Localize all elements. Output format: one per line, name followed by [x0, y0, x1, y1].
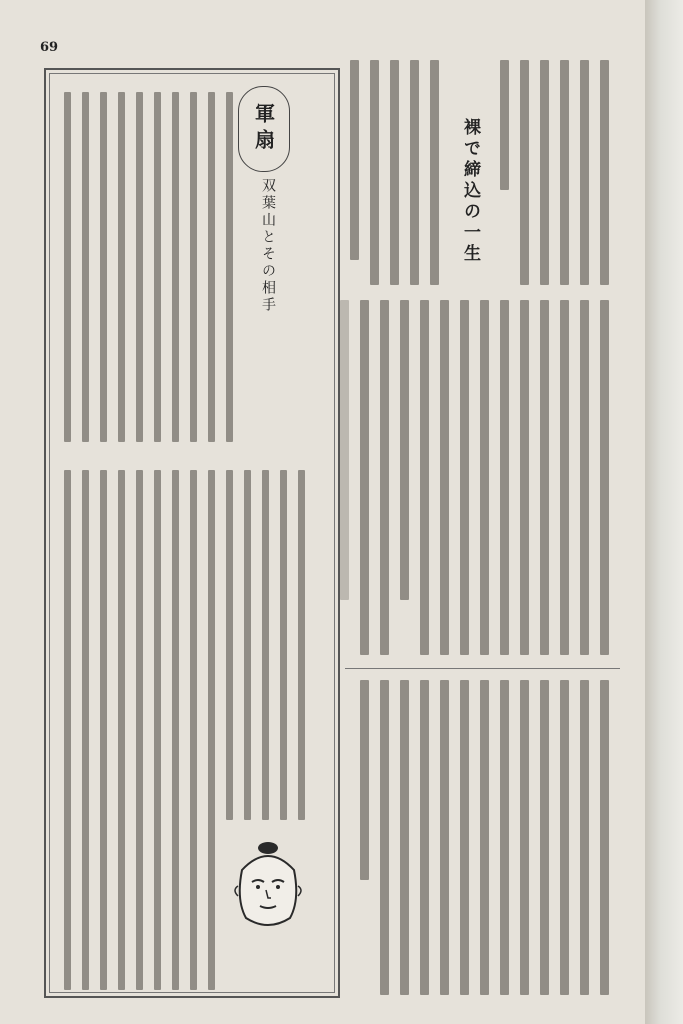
text-column — [360, 680, 369, 880]
text-column — [580, 60, 589, 285]
text-column — [460, 680, 469, 995]
text-column — [340, 300, 349, 600]
text-column — [400, 680, 409, 995]
text-column — [580, 300, 589, 655]
sidebar-text-column — [64, 92, 71, 442]
text-column — [600, 680, 609, 995]
sidebar-badge — [238, 86, 290, 172]
sidebar-text-column — [172, 470, 179, 990]
sidebar-text-column — [190, 92, 197, 442]
sidebar-text-column — [154, 92, 161, 442]
text-column — [360, 300, 369, 655]
sidebar-text-column — [136, 92, 143, 442]
text-column — [540, 60, 549, 285]
text-column — [420, 680, 429, 995]
sidebar-text-column — [136, 470, 143, 990]
text-column — [560, 60, 569, 285]
sidebar-text-column — [226, 470, 233, 820]
text-column — [560, 680, 569, 995]
sidebar-subtitle: 双葉山とその相手 — [260, 178, 276, 314]
text-column — [540, 300, 549, 655]
text-column — [410, 60, 419, 285]
sidebar-text-column — [82, 470, 89, 990]
sidebar-text-column — [208, 470, 215, 990]
article-title: 裸で締込の一生 — [460, 118, 480, 265]
text-column — [520, 680, 529, 995]
text-column — [540, 680, 549, 995]
text-column — [560, 300, 569, 655]
text-column — [480, 300, 489, 655]
text-column — [400, 300, 409, 600]
text-column — [500, 60, 509, 190]
sidebar-text-column — [118, 470, 125, 990]
text-column — [580, 680, 589, 995]
section-divider — [345, 668, 620, 669]
adjacent-page-edge — [645, 0, 683, 1024]
sidebar-text-column — [82, 92, 89, 442]
sidebar-badge-text: 軍扇 — [251, 103, 276, 155]
page-number: 69 — [40, 40, 59, 55]
sidebar-text-column — [100, 470, 107, 990]
text-column — [380, 300, 389, 655]
sidebar-text-column — [100, 92, 107, 442]
text-column — [440, 680, 449, 995]
sidebar-text-column — [172, 92, 179, 442]
sidebar-text-column — [118, 92, 125, 442]
sidebar-text-column — [190, 470, 197, 990]
text-column — [520, 300, 529, 655]
wrestler-portrait-icon — [222, 840, 314, 930]
text-column — [480, 680, 489, 995]
sidebar-text-column — [208, 92, 215, 442]
text-column — [390, 60, 399, 285]
text-column — [440, 300, 449, 655]
text-column — [460, 300, 469, 655]
text-column — [520, 60, 529, 285]
text-column — [500, 300, 509, 655]
text-column — [430, 60, 439, 285]
text-column — [370, 60, 379, 285]
sidebar-text-column — [298, 470, 305, 820]
sidebar-text-column — [280, 470, 287, 820]
text-column — [380, 680, 389, 995]
sidebar-text-column — [244, 470, 251, 820]
sidebar-text-column — [262, 470, 269, 820]
text-column — [600, 300, 609, 655]
text-column — [600, 60, 609, 285]
text-column — [500, 680, 509, 995]
text-column — [420, 300, 429, 655]
sidebar-text-column — [64, 470, 71, 990]
sidebar-text-column — [226, 92, 233, 442]
text-column — [350, 60, 359, 260]
sidebar-text-column — [154, 470, 161, 990]
